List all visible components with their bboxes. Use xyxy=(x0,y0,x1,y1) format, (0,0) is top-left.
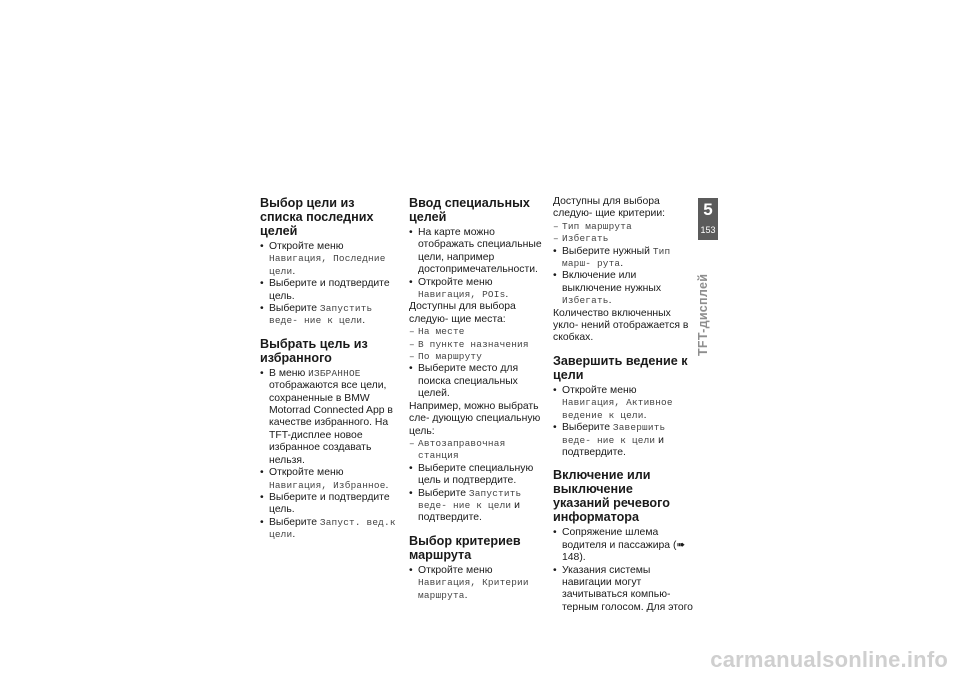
options-poi-type xyxy=(409,438,549,525)
list-item: • Выберите и подтвердите цель. xyxy=(260,492,400,517)
chapter-tab xyxy=(698,198,718,240)
list-item: – На месте xyxy=(409,326,549,338)
list-item: • Выберите Запустить веде- ние к цели и подтвердите. xyxy=(409,488,549,525)
list-item: • Откройте меню Навигация, Активное ведение к цели. xyxy=(553,385,693,422)
list-item: – Автозаправочная станция xyxy=(409,438,549,463)
chapter-number: 5 xyxy=(703,200,713,219)
list-item: • Откройте меню Навигация, Критерии маршрута. xyxy=(409,565,549,602)
list-item: • Откройте меню Навигация, Последние цели. xyxy=(260,241,400,278)
steps-end-guidance xyxy=(553,385,693,459)
list-item: • На карте можно отображать специальные цели, например достопримечательности. xyxy=(409,227,549,277)
heading-route-criteria: Выбор критериев маршрута xyxy=(409,533,521,562)
list-item: • Откройте меню Навигация, POIs. xyxy=(409,277,549,302)
list-item: • Откройте меню Навигация, Избранное. xyxy=(260,467,400,492)
watermark: carmanualsonline.info xyxy=(710,647,948,672)
heading-end-guidance: Завершить ведение к цели xyxy=(553,353,688,382)
list-item: – В пункте назначения xyxy=(409,339,549,351)
heading-recent-destinations: Выбор цели из списка последних целей xyxy=(260,196,374,238)
column-3 xyxy=(553,196,693,614)
column-1 xyxy=(260,196,400,542)
list-item: • Указания системы навигации могут зачитываться компью- терным голосом. Для этого xyxy=(553,565,693,615)
list-item: • В меню ИЗБРАННОЕ отображаются все цели, сохраненные в BMW Motorrad Connected App в качестве избранного. На TFT-дисплее новое избранное создавать нельзя. xyxy=(260,368,400,467)
options-criteria xyxy=(553,221,693,308)
list-item: • Выберите Завершить веде- ние к цели и подтвердите. xyxy=(553,422,693,459)
paragraph: Количество включенных укло- нений отображается в скобках. xyxy=(553,307,689,344)
column-2 xyxy=(409,196,549,602)
list-item: • Выберите Запустить веде- ние к цели. xyxy=(260,303,400,328)
list-item: • Выберите специальную цель и подтвердите. xyxy=(409,463,549,488)
steps-favourites xyxy=(260,368,400,542)
list-item: – По маршруту xyxy=(409,351,549,363)
heading-pois: Ввод специальных целей xyxy=(409,196,530,224)
steps-route-criteria xyxy=(409,565,549,602)
list-item: • Сопряжение шлема водителя и пассажира (➠ 148). xyxy=(553,527,693,564)
steps-pois xyxy=(409,227,549,301)
options-places xyxy=(409,326,549,400)
steps-voice-output xyxy=(553,527,693,614)
list-item: • Выберите нужный Тип марш- рута. xyxy=(553,246,693,271)
steps-recent xyxy=(260,241,400,328)
list-item: • Выберите и подтвердите цель. xyxy=(260,278,400,303)
paragraph: Доступны для выбора следую- щие места: xyxy=(409,301,516,325)
paragraph: Например, можно выбрать сле- дующую специальную цель: xyxy=(409,400,541,437)
page-number: 153 xyxy=(700,225,716,235)
list-item: – Тип маршрута xyxy=(553,221,693,233)
list-item: • Выберите место для поиска специальных целей. xyxy=(409,363,549,400)
chapter-title: TFT-дисплей xyxy=(696,273,710,356)
list-item: • Включение или выключение нужных Избегать. xyxy=(553,270,693,307)
paragraph: Доступны для выбора следую- щие критерии: xyxy=(553,196,666,220)
heading-favourites: Выбрать цель из избранного xyxy=(260,336,368,365)
list-item: – Избегать xyxy=(553,233,693,245)
heading-voice-output: Включение или выключение указаний речевого информатора xyxy=(553,468,670,525)
list-item: • Выберите Запуст. вед.к цели. xyxy=(260,517,400,542)
